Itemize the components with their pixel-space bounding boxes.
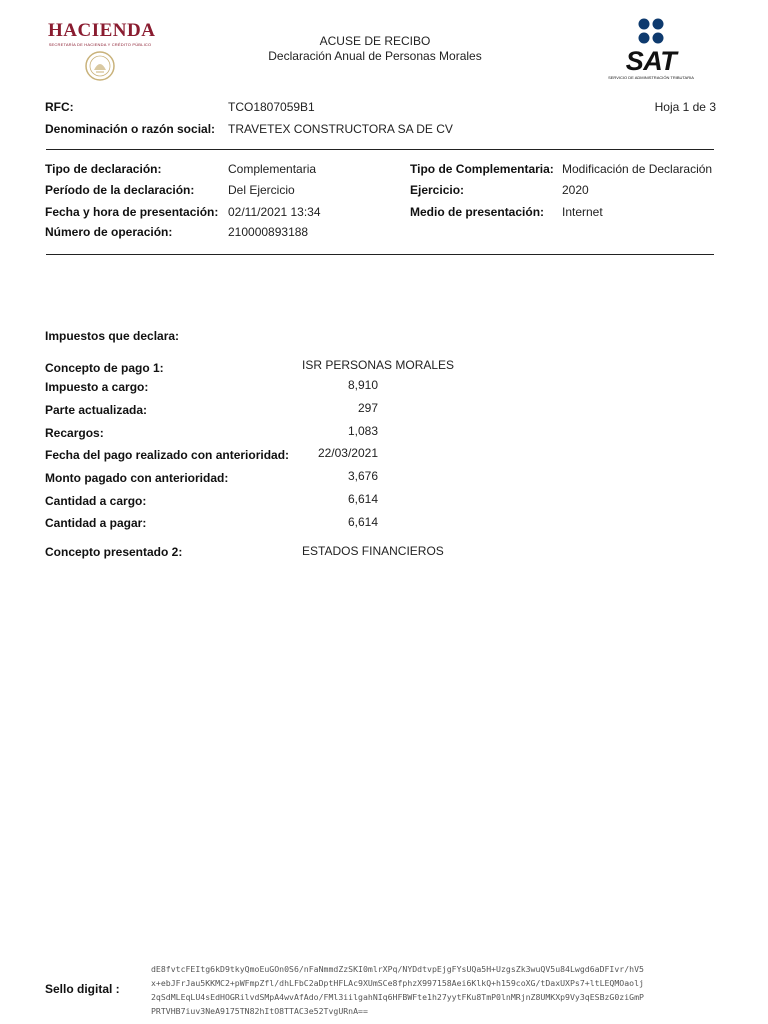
tax-row-label: Fecha del pago realizado con anterioridad: [45, 448, 290, 462]
sat-dots-icon [598, 16, 704, 50]
sat-logo [598, 16, 704, 84]
hacienda-logo [48, 18, 156, 84]
sello-line: 2qSdMLEqLU4sEdHOGRilvdSMpA4wvAfAdo/FMl3iilgahNIq6HFBWFte1h27yytFKu8TmP0lnMRjnZ8UMKXp9Vy3qESBzG0ziGmP [151, 992, 644, 1002]
coat-of-arms-icon [84, 50, 116, 82]
tipo-complementaria-value: Modificación de Declaración [562, 162, 713, 176]
tax-row-value: 6,614 [347, 515, 378, 529]
divider-bottom [46, 254, 714, 255]
concepto-2-value: ESTADOS FINANCIEROS [302, 544, 444, 558]
sello-line: PRTVHB7iuv3NeA9175TN82hItO8TTAC3e52TvgURnA== [151, 1006, 368, 1016]
name-value: TRAVETEX CONSTRUCTORA SA DE CV [228, 122, 453, 136]
tipo-complementaria-label: Tipo de Complementaria: [410, 162, 554, 176]
tax-row-label: Parte actualizada: [45, 403, 148, 417]
sello-digital-value [151, 962, 711, 1018]
concepto-1-label: Concepto de pago 1: [45, 361, 164, 375]
numero-operacion-label: Número de operación: [45, 225, 173, 239]
tax-row-label: Recargos: [45, 426, 104, 440]
impuestos-heading: Impuestos que declara: [45, 329, 180, 343]
fecha-presentacion-label: Fecha y hora de presentación: [45, 205, 219, 219]
tax-row-value: 6,614 [347, 492, 378, 506]
medio-value: Internet [562, 205, 603, 219]
sello-digital-label: Sello digital : [45, 982, 120, 996]
tax-row-label: Monto pagado con anterioridad: [45, 471, 229, 485]
tax-row-value: 1,083 [347, 424, 378, 438]
rfc-label: RFC: [45, 100, 74, 114]
tax-row-value: 22/03/2021 [317, 446, 378, 460]
sat-logo-subtext: SERVICIO DE ADMINISTRACIÓN TRIBUTARIA [608, 75, 694, 80]
fecha-presentacion-value: 02/11/2021 13:34 [228, 205, 321, 219]
page-indicator: Hoja 1 de 3 [654, 100, 716, 114]
document-title-block [230, 34, 520, 64]
tax-row-label: Impuesto a cargo: [45, 380, 149, 394]
hacienda-logo-text: HACIENDA [48, 20, 156, 41]
tax-row-value: 3,676 [347, 469, 378, 483]
medio-label: Medio de presentación: [410, 205, 545, 219]
tipo-declaracion-label: Tipo de declaración: [45, 162, 162, 176]
ejercicio-label: Ejercicio: [410, 183, 465, 197]
periodo-label: Período de la declaración: [45, 183, 195, 197]
tax-row-value: 8,910 [347, 378, 378, 392]
concepto-1-value: ISR PERSONAS MORALES [302, 358, 455, 372]
sello-line: dE8fvtcFEItg6kD9tkyQmoEuGOn0S6/nFaNmmdZzSKI0mlrXPq/NYDdtvpEjgFYsUQa5H+UzgsZk3wuQV5u84Lwgd6aDFIvr/hV5 [151, 964, 644, 974]
rfc-value: TCO1807059B1 [228, 100, 315, 114]
periodo-value: Del Ejercicio [228, 183, 295, 197]
tax-row-value: 297 [357, 401, 378, 415]
ejercicio-value: 2020 [562, 183, 589, 197]
hacienda-logo-subtext: SECRETARÍA DE HACIENDA Y CRÉDITO PÚBLICO [48, 42, 152, 47]
concepto-2-label: Concepto presentado 2: [45, 545, 183, 559]
name-label: Denominación o razón social: [45, 122, 216, 136]
numero-operacion-value: 210000893188 [228, 225, 309, 239]
sat-logo-text: SAT [625, 46, 677, 76]
sello-line: x+ebJFrJau5KKMC2+pWFmpZfl/dhLFbC2aDptHFLAc9XUmSCe8fphzX997158Aei6KlkQ+h159coXG/tDaxUXPs7+ltLEQMOaolj [151, 978, 644, 988]
divider-top [46, 149, 714, 150]
tax-row-label: Cantidad a pagar: [45, 516, 147, 530]
document-title: ACUSE DE RECIBO [319, 34, 431, 48]
tax-row-label: Cantidad a cargo: [45, 494, 147, 508]
document-subtitle: Declaración Anual de Personas Morales [268, 49, 482, 63]
tipo-declaracion-value: Complementaria [228, 162, 317, 176]
